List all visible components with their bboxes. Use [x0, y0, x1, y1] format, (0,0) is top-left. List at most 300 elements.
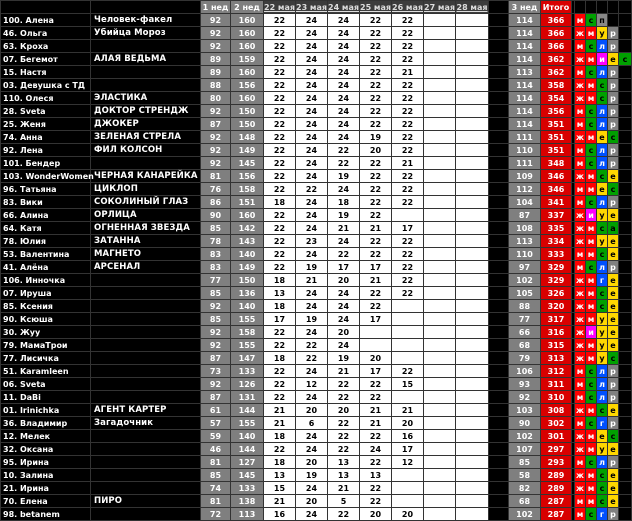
category-tag: л: [597, 391, 608, 404]
category-tag: п: [597, 14, 608, 27]
day-score: 24: [296, 144, 328, 157]
day-score: 24: [296, 40, 328, 53]
category-tag: е: [608, 326, 619, 339]
day-score: [456, 326, 489, 339]
hero-name: [91, 326, 201, 339]
category-tag: [619, 157, 632, 170]
day-score: [456, 40, 489, 53]
header-date: 25 мая: [360, 2, 391, 12]
day-score: 22: [392, 131, 424, 144]
day-score: 24: [328, 92, 360, 105]
day-score: 24: [296, 482, 328, 495]
category-tag: м: [586, 287, 597, 300]
category-tag: е: [597, 131, 608, 144]
row-spacer: [489, 53, 509, 66]
day-score: 21: [360, 274, 392, 287]
participant-name: 10. Залина: [1, 469, 91, 482]
category-tag: р: [608, 40, 619, 53]
day-score: 20: [328, 404, 360, 417]
day-score: 22: [264, 14, 296, 27]
category-tag: м: [575, 144, 586, 157]
table-row: [1, 391, 632, 404]
week3-score: 114: [509, 14, 541, 27]
week3-score: 92: [509, 391, 541, 404]
week2-score: 150: [231, 274, 264, 287]
participant-name: 46. Ольга: [1, 27, 91, 40]
day-score: 22: [264, 144, 296, 157]
category-tag: м: [586, 313, 597, 326]
category-tag: л: [597, 40, 608, 53]
category-tag: и: [597, 53, 608, 66]
day-score: 21: [328, 482, 360, 495]
day-score: 24: [296, 92, 328, 105]
category-tag: м: [586, 404, 597, 417]
day-score: 24: [296, 508, 328, 521]
day-score: 22: [264, 118, 296, 131]
week3-score: 104: [509, 196, 541, 209]
day-score: 22: [360, 92, 392, 105]
day-score: 24: [360, 443, 392, 456]
day-score: [424, 274, 456, 287]
category-tag: е: [608, 313, 619, 326]
category-tag: с: [597, 495, 608, 508]
category-tag: м: [575, 365, 586, 378]
category-tag: у: [597, 443, 608, 456]
week1-score: 92: [201, 144, 231, 157]
week1-score: 92: [201, 40, 231, 53]
day-score: 24: [328, 105, 360, 118]
participant-name: 98. betanem: [1, 508, 91, 521]
week1-score: 89: [201, 66, 231, 79]
week2-score: 148: [231, 131, 264, 144]
day-score: 22: [360, 287, 392, 300]
hero-name: ЧЕРНАЯ КАНАРЕЙКА: [91, 170, 201, 183]
total-score: 317: [541, 313, 572, 326]
day-score: 13: [264, 287, 296, 300]
row-spacer: [489, 300, 509, 313]
day-score: [456, 378, 489, 391]
category-tag: и: [586, 209, 597, 222]
row-spacer: [489, 40, 509, 53]
row-spacer: [489, 443, 509, 456]
day-score: 22: [360, 40, 392, 53]
category-tag: [619, 222, 632, 235]
day-score: [392, 339, 424, 352]
header-row: [1, 1, 632, 14]
category-tag: [619, 14, 632, 27]
category-tag: [619, 196, 632, 209]
day-score: [424, 287, 456, 300]
hero-name: ДЖОКЕР: [91, 118, 201, 131]
header-week3: 3 нед: [509, 1, 541, 14]
day-score: [392, 469, 424, 482]
category-tag: у: [597, 313, 608, 326]
day-score: [456, 287, 489, 300]
week2-score: 149: [231, 261, 264, 274]
week1-score: 92: [201, 14, 231, 27]
row-spacer: [489, 352, 509, 365]
day-score: 17: [392, 222, 424, 235]
day-score: [456, 14, 489, 27]
day-score: [424, 404, 456, 417]
category-tag: е: [608, 469, 619, 482]
category-tag: р: [608, 196, 619, 209]
day-score: 19: [296, 313, 328, 326]
day-score: 24: [296, 300, 328, 313]
category-tag: е: [608, 287, 619, 300]
participant-name: 51. Karamleen: [1, 365, 91, 378]
day-score: 20: [392, 417, 424, 430]
day-score: 19: [296, 469, 328, 482]
week3-score: 114: [509, 92, 541, 105]
participant-name: 85. Ксения: [1, 300, 91, 313]
category-tag: л: [597, 365, 608, 378]
category-tag: [619, 365, 632, 378]
row-spacer: [489, 378, 509, 391]
week2-score: 150: [231, 105, 264, 118]
row-spacer: [489, 391, 509, 404]
category-tag: м: [586, 469, 597, 482]
week2-score: 145: [231, 157, 264, 170]
category-tag: м: [586, 430, 597, 443]
day-score: 22: [360, 53, 392, 66]
day-score: [424, 196, 456, 209]
hero-name: АГЕНТ КАРТЕР: [91, 404, 201, 417]
week1-score: 87: [201, 118, 231, 131]
row-spacer: [489, 79, 509, 92]
category-tag: [619, 27, 632, 40]
week3-score: 90: [509, 417, 541, 430]
day-score: 22: [392, 248, 424, 261]
category-tag: с: [586, 261, 597, 274]
category-tag: ж: [576, 340, 584, 350]
day-score: 22: [360, 157, 392, 170]
day-score: [424, 456, 456, 469]
week1-score: 92: [201, 105, 231, 118]
day-score: 12: [392, 456, 424, 469]
day-score: 22: [360, 79, 392, 92]
total-score: 287: [541, 495, 572, 508]
day-score: [392, 300, 424, 313]
day-score: 24: [296, 365, 328, 378]
row-spacer: [489, 274, 509, 287]
header-hero: [91, 1, 201, 14]
day-score: [456, 92, 489, 105]
day-score: 19: [328, 209, 360, 222]
day-score: 22: [360, 14, 392, 27]
week2-score: 156: [231, 79, 264, 92]
total-score: 346: [541, 170, 572, 183]
day-score: 24: [328, 14, 360, 27]
table-row: [1, 66, 632, 79]
category-tag: [619, 40, 632, 53]
week2-score: 140: [231, 248, 264, 261]
hero-name: АРСЕНАЛ: [91, 261, 201, 274]
week1-score: 86: [201, 196, 231, 209]
category-tag: с: [597, 482, 608, 495]
category-tag: м: [586, 27, 597, 40]
participant-name: 70. Елена: [1, 495, 91, 508]
day-score: 22: [392, 27, 424, 40]
category-tag: с: [586, 508, 597, 521]
table-row: [1, 378, 632, 391]
participant-name: 83. Вики: [1, 196, 91, 209]
week3-score: 114: [509, 79, 541, 92]
category-tag: с: [586, 456, 597, 469]
week2-score: 144: [231, 404, 264, 417]
participant-name: 92. Лена: [1, 144, 91, 157]
score-rows: [1, 14, 632, 521]
category-tag: м: [586, 222, 597, 235]
day-score: 22: [360, 456, 392, 469]
table-row: [1, 170, 632, 183]
day-score: 17: [264, 313, 296, 326]
day-score: [424, 430, 456, 443]
hero-name: ЭЛАСТИКА: [91, 92, 201, 105]
day-score: 22: [328, 443, 360, 456]
day-score: [456, 300, 489, 313]
total-score: 341: [541, 196, 572, 209]
day-score: 21: [296, 274, 328, 287]
hero-name: [91, 508, 201, 521]
day-score: 19: [296, 261, 328, 274]
participant-name: 12. Мелек: [1, 430, 91, 443]
day-score: 24: [328, 235, 360, 248]
participant-name: 21. Ирина: [1, 482, 91, 495]
day-score: 24: [296, 53, 328, 66]
header-total: Итого: [541, 1, 572, 14]
day-score: 22: [360, 118, 392, 131]
week3-score: 114: [509, 27, 541, 40]
category-tag: г: [597, 417, 608, 430]
day-score: 22: [392, 196, 424, 209]
week1-score: 92: [201, 27, 231, 40]
category-tag: м: [586, 248, 597, 261]
category-tag: м: [575, 66, 586, 79]
total-score: 308: [541, 404, 572, 417]
week1-score: 85: [201, 287, 231, 300]
day-score: 22: [392, 365, 424, 378]
category-tag: с: [586, 391, 597, 404]
category-tag: [619, 430, 632, 443]
week1-score: 92: [201, 339, 231, 352]
category-tag: с: [619, 53, 632, 66]
week3-score: 97: [509, 261, 541, 274]
week3-score: 105: [509, 287, 541, 300]
category-tag: р: [608, 79, 619, 92]
total-score: 287: [541, 508, 572, 521]
week2-score: 138: [231, 495, 264, 508]
day-score: [424, 144, 456, 157]
week3-score: 112: [509, 183, 541, 196]
table-row: [1, 209, 632, 222]
day-score: 22: [360, 170, 392, 183]
week1-score: 92: [201, 300, 231, 313]
total-score: 312: [541, 365, 572, 378]
day-score: [456, 482, 489, 495]
day-score: [424, 118, 456, 131]
day-score: 22: [264, 79, 296, 92]
table-row: [1, 144, 632, 157]
category-tag: л: [597, 378, 608, 391]
category-tag: с: [608, 430, 619, 443]
day-score: 21: [264, 404, 296, 417]
table-row: [1, 274, 632, 287]
category-tag: м: [575, 196, 586, 209]
participant-name: 36. Владимир: [1, 417, 91, 430]
day-score: 18: [264, 196, 296, 209]
category-tag: л: [597, 196, 608, 209]
header-week1: 1 нед: [201, 1, 231, 14]
category-tag: [619, 482, 632, 495]
category-tag: е: [597, 430, 608, 443]
day-score: 24: [328, 118, 360, 131]
category-tag: [619, 118, 632, 131]
participant-name: 96. Татьяна: [1, 183, 91, 196]
total-score: 351: [541, 118, 572, 131]
day-score: 16: [392, 430, 424, 443]
category-tag: р: [608, 456, 619, 469]
day-score: 18: [264, 300, 296, 313]
category-tag: у: [597, 209, 608, 222]
category-tag: [619, 144, 632, 157]
row-spacer: [489, 170, 509, 183]
week1-score: 76: [201, 183, 231, 196]
day-score: [424, 222, 456, 235]
table-row: [1, 339, 632, 352]
week2-score: 131: [231, 391, 264, 404]
day-score: 22: [328, 248, 360, 261]
category-tag: м: [575, 391, 586, 404]
week2-score: 149: [231, 144, 264, 157]
total-score: 302: [541, 417, 572, 430]
hero-name: [91, 391, 201, 404]
participant-name: 15. Настя: [1, 66, 91, 79]
week1-score: 90: [201, 209, 231, 222]
day-score: [456, 222, 489, 235]
total-score: 351: [541, 131, 572, 144]
category-tag: е: [608, 274, 619, 287]
category-tag: с: [608, 131, 619, 144]
category-tag: [619, 456, 632, 469]
day-score: [392, 352, 424, 365]
category-tag: с: [597, 79, 608, 92]
day-score: [456, 365, 489, 378]
hero-name: Человек-факел: [91, 14, 201, 27]
day-score: [424, 391, 456, 404]
day-score: [456, 443, 489, 456]
category-tag: [619, 274, 632, 287]
day-score: 22: [392, 170, 424, 183]
category-tag: с: [586, 378, 597, 391]
category-tag: м: [586, 300, 597, 313]
week2-score: 160: [231, 14, 264, 27]
day-score: 22: [360, 235, 392, 248]
category-tag: [619, 404, 632, 417]
table-row: [1, 248, 632, 261]
week3-score: 114: [509, 53, 541, 66]
day-score: 20: [296, 456, 328, 469]
day-score: 21: [328, 222, 360, 235]
day-score: 22: [264, 157, 296, 170]
category-tag: л: [597, 118, 608, 131]
hero-name: ЗАТАННА: [91, 235, 201, 248]
day-score: 21: [264, 417, 296, 430]
day-score: 24: [296, 222, 328, 235]
day-score: 22: [392, 287, 424, 300]
day-score: 22: [296, 352, 328, 365]
day-score: 22: [264, 92, 296, 105]
category-tag: м: [575, 248, 586, 261]
participant-name: 03. Девушка с ТД: [1, 79, 91, 92]
week3-score: 106: [509, 365, 541, 378]
row-spacer: [489, 27, 509, 40]
day-score: 22: [296, 339, 328, 352]
day-score: [456, 105, 489, 118]
header-date: 22 мая: [264, 2, 295, 12]
category-tag: е: [608, 404, 619, 417]
category-tag: ж: [576, 171, 584, 181]
category-tag: [619, 313, 632, 326]
day-score: 18: [264, 352, 296, 365]
day-score: 24: [328, 300, 360, 313]
day-score: 22: [264, 339, 296, 352]
total-score: 354: [541, 92, 572, 105]
day-score: 24: [296, 326, 328, 339]
category-tag: ж: [576, 483, 584, 493]
category-tag: ж: [576, 93, 584, 103]
day-score: 24: [296, 391, 328, 404]
category-tag: ж: [576, 210, 584, 220]
week2-score: 140: [231, 430, 264, 443]
week3-score: 66: [509, 326, 541, 339]
week1-score: 59: [201, 430, 231, 443]
day-score: 24: [296, 27, 328, 40]
category-tag: [619, 495, 632, 508]
category-tag: и: [586, 326, 597, 339]
day-score: 23: [296, 235, 328, 248]
category-tag: р: [608, 378, 619, 391]
category-tag: р: [608, 261, 619, 274]
day-score: 22: [392, 183, 424, 196]
week1-score: 87: [201, 391, 231, 404]
day-score: [456, 131, 489, 144]
category-tag: е: [608, 248, 619, 261]
day-score: 21: [328, 365, 360, 378]
hero-name: СОКОЛИНЫЙ ГЛАЗ: [91, 196, 201, 209]
day-score: 22: [264, 27, 296, 40]
category-tag: р: [608, 417, 619, 430]
total-score: 289: [541, 469, 572, 482]
row-spacer: [489, 404, 509, 417]
day-score: [424, 508, 456, 521]
row-spacer: [489, 92, 509, 105]
day-score: 13: [264, 469, 296, 482]
day-score: 24: [296, 66, 328, 79]
category-tag: с: [586, 40, 597, 53]
hero-name: [91, 40, 201, 53]
category-tag: м: [586, 274, 597, 287]
week3-score: 68: [509, 495, 541, 508]
day-score: [360, 339, 392, 352]
header-spacer: [489, 1, 509, 14]
total-score: 334: [541, 235, 572, 248]
header-date: 28 мая: [456, 2, 488, 12]
category-tag: [619, 378, 632, 391]
category-tag: с: [608, 183, 619, 196]
day-score: [456, 144, 489, 157]
category-tag: с: [586, 66, 597, 79]
